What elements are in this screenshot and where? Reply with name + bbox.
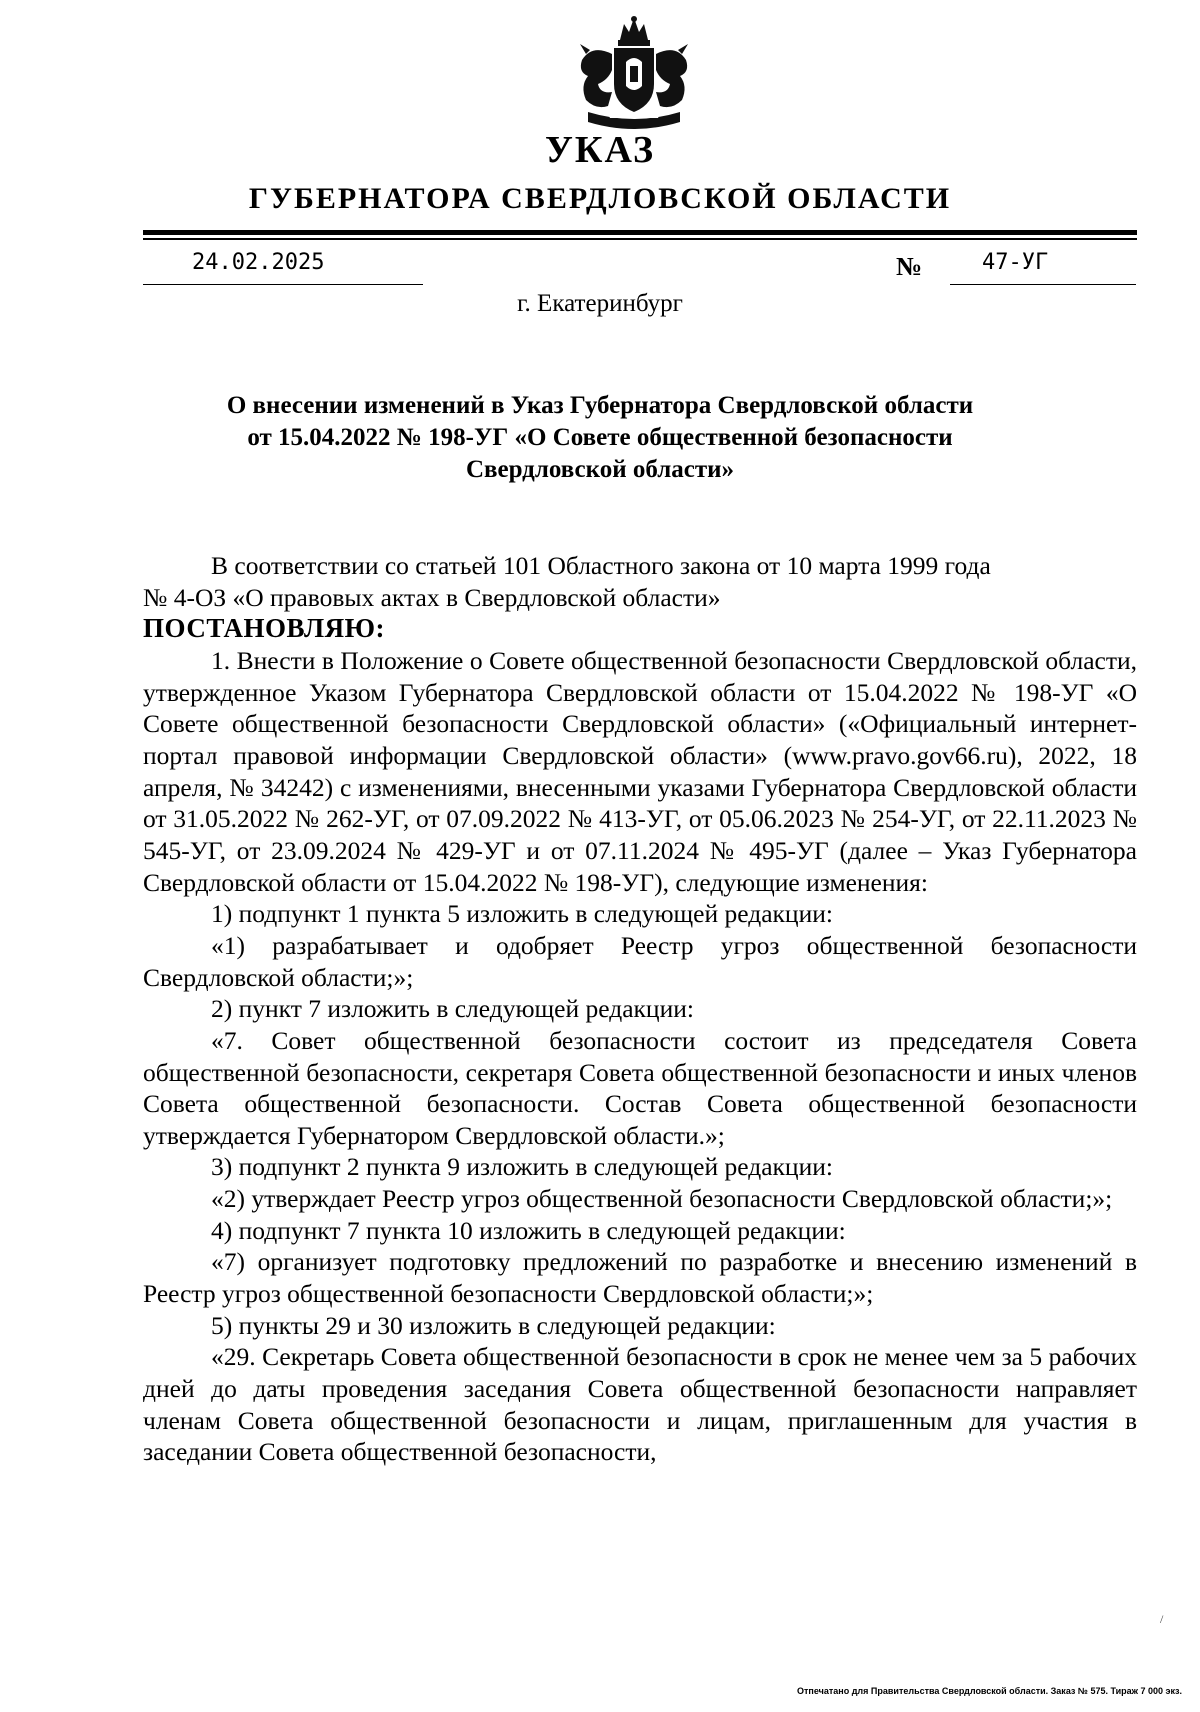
paragraph-subitem-4: 4) подпункт 7 пункта 10 изложить в следующей редакции:: [211, 1215, 846, 1245]
print-imprint: Отпечатано для Правительства Свердловской области. Заказ № 575. Тираж 7 000 экз.: [797, 1686, 1182, 1696]
coat-of-arms-icon: [568, 14, 700, 136]
decree-word: ПОСТАНОВЛЯЮ:: [143, 613, 385, 644]
header-divider-thick: [143, 230, 1137, 235]
document-city: г. Екатеринбург: [517, 290, 683, 317]
title-line: Свердловской области»: [465, 456, 735, 483]
title-line: О внесении изменений в Указ Губернатора Свердловской области: [226, 392, 974, 419]
paragraph-subitem-3: 3) подпункт 2 пункта 9 изложить в следующей редакции:: [211, 1152, 833, 1182]
document-title: [170, 390, 1030, 486]
paragraph-subitem-5-text: «29. Секретарь Совета общественной безопасности в срок не менее чем за 5 рабочих дней до даты проведения заседания Совета общественной безопасности направляет членам Совета общественной безопасности и лицам, приглашенным для участия в заседании Совета общественной безопасности,: [143, 1342, 1137, 1467]
number-sign: №: [896, 252, 923, 281]
number-underline: [950, 284, 1136, 285]
paragraph-subitem-2-text: «7. Совет общественной безопасности состоит из председателя Совета общественной безопасности, секретаря Совета общественной безопасности и иных членов Совета общественной безопасности. Состав Совета общественной безопасности утверждается Губернатором Свердловской области.»;: [143, 1025, 1137, 1150]
paragraph-subitem-1-text: «1) разрабатывает и одобряет Реестр угроз общественной безопасности Свердловской области;»;: [143, 930, 1137, 992]
document-body: [143, 550, 1137, 1468]
document-date: 24.02.2025: [192, 250, 325, 275]
paragraph-subitem-2: 2) пункт 7 изложить в следующей редакции:: [211, 994, 694, 1024]
date-underline: [143, 284, 423, 285]
document-number: 47-УГ: [982, 250, 1049, 275]
document-authority: ГУБЕРНАТОРА СВЕРДЛОВСКОЙ ОБЛАСТИ: [248, 182, 952, 215]
title-line: от 15.04.2022 № 198-УГ «О Совете общественной безопасности: [247, 424, 953, 451]
paragraph-subitem-4-text: «7) организует подготовку предложений по разработке и внесению изменений в Реестр угроз общественной безопасности Свердловской области;»;: [143, 1247, 1137, 1309]
document-type: УКАЗ: [545, 129, 655, 171]
paragraph-item-1: 1. Внести в Положение о Совете общественной безопасности Свердловской области, утвержденное Указом Губернатора Свердловской области от 15.04.2022 № 198-УГ «О Совете общественной безопасности Свердловской области» («Официальный интернет-портал правовой информации Свердловской области» (www.pravo.gov66.ru), 2022, 18 апреля, № 34242) с изменениями, внесенными указами Губернатора Свердловской области от 31.05.2022 № 262-УГ, от 07.09.2022 № 413-УГ, от 05.06.2023 № 254-УГ, от 22.11.2023 № 545-УГ, от 23.09.2024 № 429-УГ и от 07.11.2024 № 495-УГ (далее – Указ Губернатора Свердловской области от 15.04.2022 № 198-УГ), следующие изменения:: [143, 645, 1137, 897]
paragraph-subitem-1: 1) подпункт 1 пункта 5 изложить в следующей редакции:: [211, 899, 833, 929]
header-divider-thin: [143, 238, 1137, 240]
paragraph-subitem-5: 5) пункты 29 и 30 изложить в следующей редакции:: [211, 1310, 776, 1340]
preamble-line: В соответствии со статьей 101 Областного закона от 10 марта 1999 года: [211, 551, 991, 580]
preamble-line: № 4-ОЗ «О правовых актах в Свердловской области»: [143, 582, 721, 612]
paragraph-subitem-3-text: «2) утверждает Реестр угроз общественной безопасности Свердловской области;»;: [211, 1184, 1113, 1214]
margin-mark: /: [1160, 1612, 1164, 1626]
